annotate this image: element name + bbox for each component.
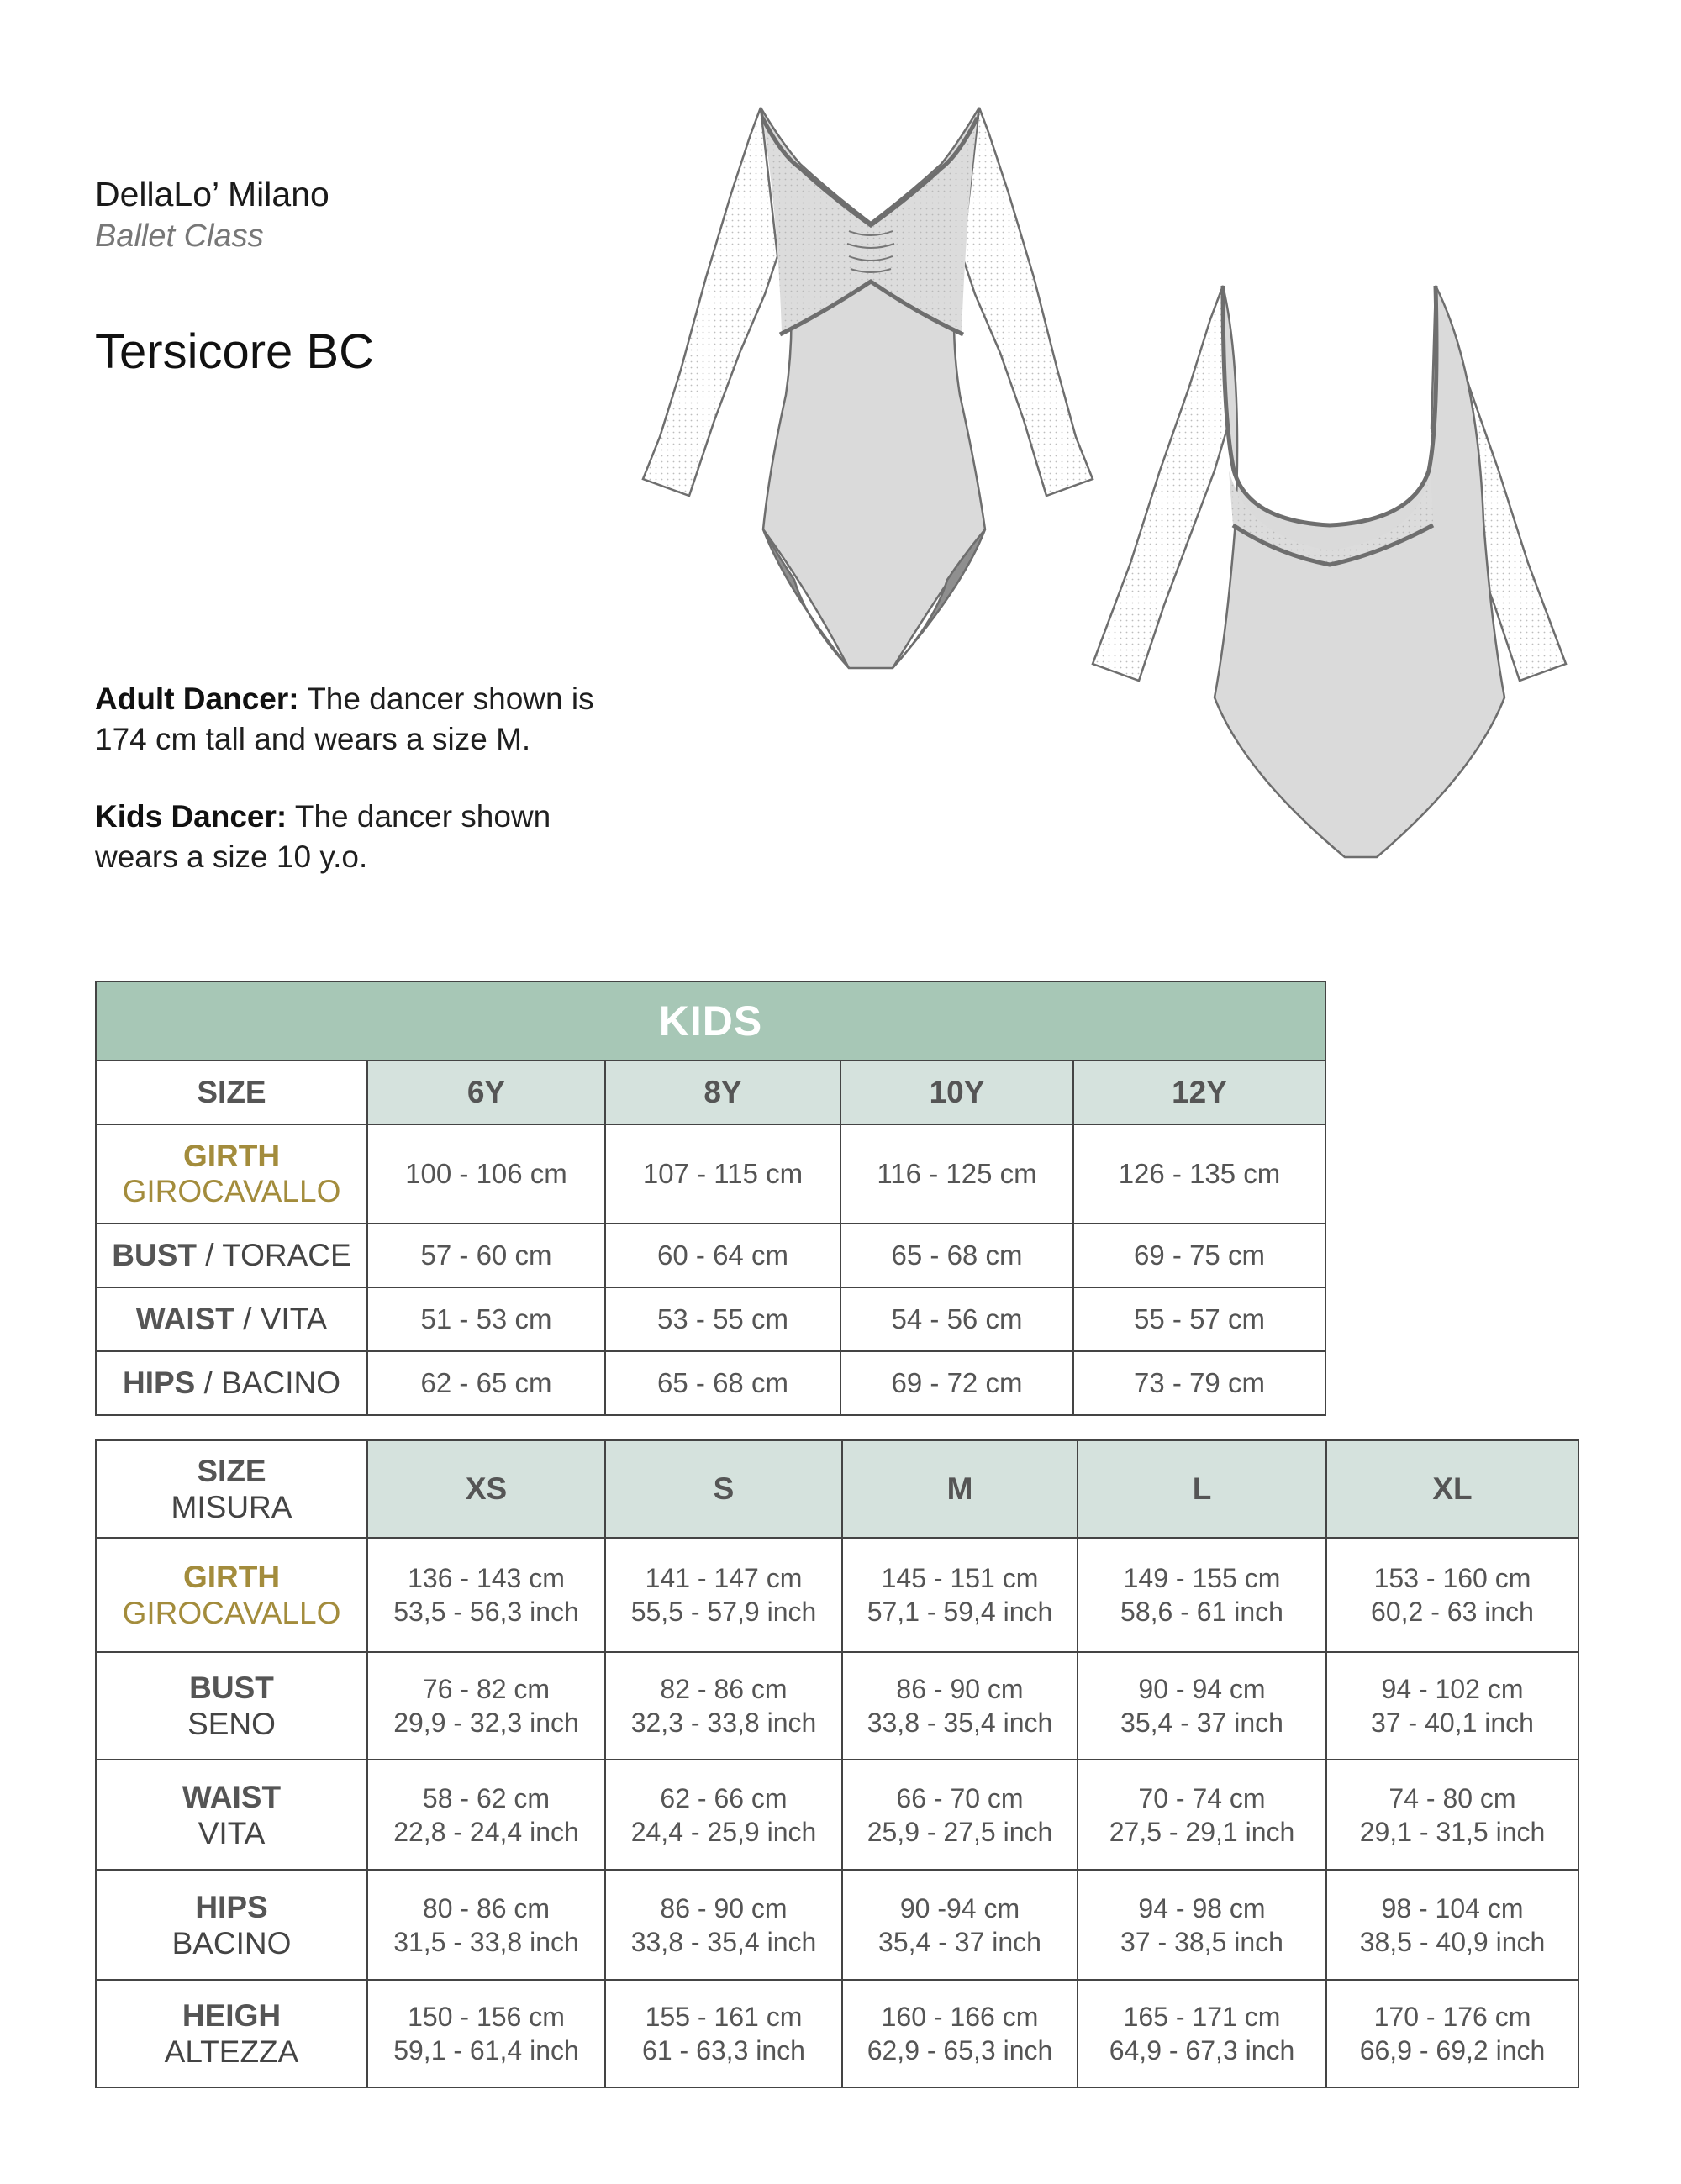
kids-table-title: KIDS [96,981,1325,1060]
adult-dancer-text: The dancer shown is 174 cm tall and wears a size M. [95,682,594,756]
adult-size-s: S [605,1440,842,1538]
adult-waist-label-bold: WAIST [182,1779,282,1814]
adult-row-height [96,1980,1578,2087]
cm-value: 90 - 94 cm [1138,1674,1266,1704]
adult-bust-m [842,1652,1078,1760]
adult-waist-xs [367,1760,605,1870]
cm-value: 74 - 80 cm [1389,1782,1516,1813]
cm-value: 94 - 102 cm [1381,1674,1524,1704]
kids-hips-label-sub: BACINO [221,1366,341,1400]
kids-size-table [95,981,1326,1416]
kids-row-hips [96,1351,1325,1415]
kids-hips-8y: 65 - 68 cm [605,1351,840,1415]
adult-row-bust [96,1652,1578,1760]
cm-value: 82 - 86 cm [660,1674,788,1704]
adult-size-table [95,1439,1579,2088]
kids-size-6y: 6Y [367,1060,605,1124]
cm-value: 58 - 62 cm [422,1782,551,1813]
inch-value: 29,9 - 32,3 inch [393,1708,579,1738]
adult-height-l [1078,1980,1326,2087]
cm-value: 76 - 82 cm [422,1674,551,1704]
kids-waist-10y: 54 - 56 cm [840,1287,1073,1351]
adult-girth-label-bold: GIRTH [182,1560,281,1594]
adult-height-label [96,1980,367,2087]
kids-size-8y: 8Y [605,1060,840,1124]
kids-bust-8y: 60 - 64 cm [605,1224,840,1287]
kids-bust-label-bold: BUST [112,1238,198,1272]
adult-bust-label-bold: BUST [189,1671,274,1705]
back-view [1093,286,1566,857]
inch-value: 57,1 - 59,4 inch [867,1597,1053,1627]
cm-value: 165 - 171 cm [1123,2002,1281,2032]
inch-value: 37 - 38,5 inch [1120,1926,1283,1957]
adult-girth-label [96,1538,367,1652]
cm-value: 160 - 166 cm [881,2002,1039,2032]
adult-size-l: L [1078,1440,1326,1538]
inch-value: 25,9 - 27,5 inch [867,1816,1053,1847]
back-body [1215,286,1504,857]
kids-row-waist [96,1287,1325,1351]
adult-row-waist [96,1760,1578,1870]
kids-bust-6y: 57 - 60 cm [367,1224,605,1287]
cm-value: 80 - 86 cm [422,1892,551,1923]
inch-value: 64,9 - 67,3 inch [1109,2035,1295,2066]
cm-value: 90 -94 cm [899,1892,1020,1923]
adult-girth-m [842,1538,1078,1652]
adult-waist-s [605,1760,842,1870]
inch-value: 66,9 - 69,2 inch [1359,2035,1546,2066]
cm-value: 153 - 160 cm [1373,1563,1531,1593]
cm-value: 145 - 151 cm [881,1563,1039,1593]
kids-dancer-note [95,797,616,877]
adult-hips-label-sub: BACINO [171,1925,292,1960]
cm-value: 62 - 66 cm [660,1782,788,1813]
front-right-sleeve [962,108,1093,496]
adult-hips-xl [1326,1870,1578,1980]
kids-waist-label-sub: VITA [260,1302,328,1336]
adult-bust-l [1078,1652,1326,1760]
cm-value: 86 - 90 cm [896,1674,1024,1704]
inch-value: 62,9 - 65,3 inch [867,2035,1053,2066]
inch-value: 53,5 - 56,3 inch [393,1597,579,1627]
inch-value: 58,6 - 61 inch [1120,1597,1283,1627]
front-view [643,108,1093,668]
adult-hips-label-bold: HIPS [195,1889,268,1924]
kids-hips-label: HIPS / BACINO [96,1351,367,1415]
adult-waist-m [842,1760,1078,1870]
kids-size-12y: 12Y [1073,1060,1325,1124]
kids-row-girth [96,1124,1325,1224]
inch-value: 35,4 - 37 inch [1120,1708,1283,1738]
kids-girth-label-sub: GIROCAVALLO [122,1174,341,1208]
cm-value: 98 - 104 cm [1381,1892,1524,1923]
cm-value: 149 - 155 cm [1123,1563,1281,1593]
kids-bust-12y: 69 - 75 cm [1073,1224,1325,1287]
kids-waist-6y: 51 - 53 cm [367,1287,605,1351]
kids-waist-label-bold: WAIST [135,1302,234,1336]
adult-height-label-sub: ALTEZZA [164,2034,299,2069]
inch-value: 33,8 - 35,4 inch [867,1708,1053,1738]
inch-value: 31,5 - 33,8 inch [393,1926,579,1957]
adult-height-m [842,1980,1078,2087]
adult-waist-xl [1326,1760,1578,1870]
inch-value: 38,5 - 40,9 inch [1359,1926,1546,1957]
adult-girth-label-sub: GIROCAVALLO [122,1596,341,1630]
inch-value: 27,5 - 29,1 inch [1109,1816,1295,1847]
adult-hips-m [842,1870,1078,1980]
brand-name: DellaLo’ Milano [95,175,329,213]
adult-bust-s [605,1652,842,1760]
adult-bust-xs [367,1652,605,1760]
adult-height-xl [1326,1980,1578,2087]
inch-value: 22,8 - 24,4 inch [393,1816,579,1847]
adult-bust-xl [1326,1652,1578,1760]
adult-dancer-label: Adult Dancer: [95,682,299,716]
kids-girth-12y: 126 - 135 cm [1073,1124,1325,1224]
adult-waist-label [96,1760,367,1870]
kids-hips-label-bold: HIPS [122,1366,196,1400]
adult-size-xs: XS [367,1440,605,1538]
adult-bust-label [96,1652,367,1760]
kids-hips-10y: 69 - 72 cm [840,1351,1073,1415]
back-neckline [1223,286,1436,525]
adult-dancer-note [95,679,616,760]
inch-value: 29,1 - 31,5 inch [1359,1816,1546,1847]
adult-girth-s [605,1538,842,1652]
cm-value: 66 - 70 cm [896,1782,1024,1813]
adult-height-s [605,1980,842,2087]
inch-value: 60,2 - 63 inch [1371,1597,1534,1627]
cm-value: 155 - 161 cm [645,2002,803,2032]
adult-bust-label-sub: SENO [187,1707,276,1741]
adult-height-xs [367,1980,605,2087]
cm-value: 150 - 156 cm [408,2002,565,2032]
inch-value: 32,3 - 33,8 inch [630,1708,817,1738]
kids-girth-label-bold: GIRTH [182,1139,281,1173]
kids-girth-6y: 100 - 106 cm [367,1124,605,1224]
brand-line: Ballet Class [95,218,264,254]
adult-size-m: M [842,1440,1078,1538]
adult-size-label [96,1440,367,1538]
adult-hips-label [96,1870,367,1980]
kids-waist-12y: 55 - 57 cm [1073,1287,1325,1351]
adult-waist-label-sub: VITA [198,1815,266,1850]
kids-row-bust [96,1224,1325,1287]
adult-girth-xl [1326,1538,1578,1652]
adult-waist-l [1078,1760,1326,1870]
adult-size-label-bold: SIZE [197,1454,266,1488]
kids-bust-10y: 65 - 68 cm [840,1224,1073,1287]
kids-dancer-text: The dancer shown wears a size 10 y.o. [95,799,551,874]
leotard-illustration [639,92,1614,891]
kids-waist-label: WAIST / VITA [96,1287,367,1351]
cm-value: 141 - 147 cm [645,1563,803,1593]
adult-size-xl: XL [1326,1440,1578,1538]
cm-value: 70 - 74 cm [1138,1782,1266,1813]
front-left-sleeve [643,108,777,496]
kids-bust-label: BUST / TORACE [96,1224,367,1287]
adult-row-girth [96,1538,1578,1652]
adult-hips-s [605,1870,842,1980]
kids-hips-6y: 62 - 65 cm [367,1351,605,1415]
adult-girth-xs [367,1538,605,1652]
kids-waist-8y: 53 - 55 cm [605,1287,840,1351]
adult-row-hips [96,1870,1578,1980]
adult-hips-l [1078,1870,1326,1980]
cm-value: 170 - 176 cm [1373,2002,1531,2032]
kids-girth-10y: 116 - 125 cm [840,1124,1073,1224]
product-title: Tersicore BC [95,324,374,379]
kids-dancer-label: Kids Dancer: [95,799,287,834]
kids-bust-label-sub: TORACE [222,1238,351,1272]
inch-value: 35,4 - 37 inch [878,1926,1041,1957]
back-left-sleeve [1093,286,1227,681]
adult-hips-xs [367,1870,605,1980]
cm-value: 86 - 90 cm [660,1892,788,1923]
inch-value: 61 - 63,3 inch [642,2035,805,2066]
adult-height-label-bold: HEIGH [182,1998,282,2033]
brand-block [95,172,329,256]
kids-size-label: SIZE [96,1060,367,1124]
inch-value: 33,8 - 35,4 inch [630,1926,817,1957]
inch-value: 59,1 - 61,4 inch [393,2035,579,2066]
inch-value: 55,5 - 57,9 inch [630,1597,817,1627]
inch-value: 37 - 40,1 inch [1371,1708,1534,1738]
kids-hips-12y: 73 - 79 cm [1073,1351,1325,1415]
cm-value: 94 - 98 cm [1138,1892,1266,1923]
kids-girth-8y: 107 - 115 cm [605,1124,840,1224]
kids-girth-label [96,1124,367,1224]
cm-value: 136 - 143 cm [408,1563,565,1593]
adult-girth-l [1078,1538,1326,1652]
inch-value: 24,4 - 25,9 inch [630,1816,817,1847]
adult-header-row [96,1440,1578,1538]
adult-size-label-sub: MISURA [171,1490,292,1524]
dancer-notes [95,679,616,914]
kids-size-10y: 10Y [840,1060,1073,1124]
